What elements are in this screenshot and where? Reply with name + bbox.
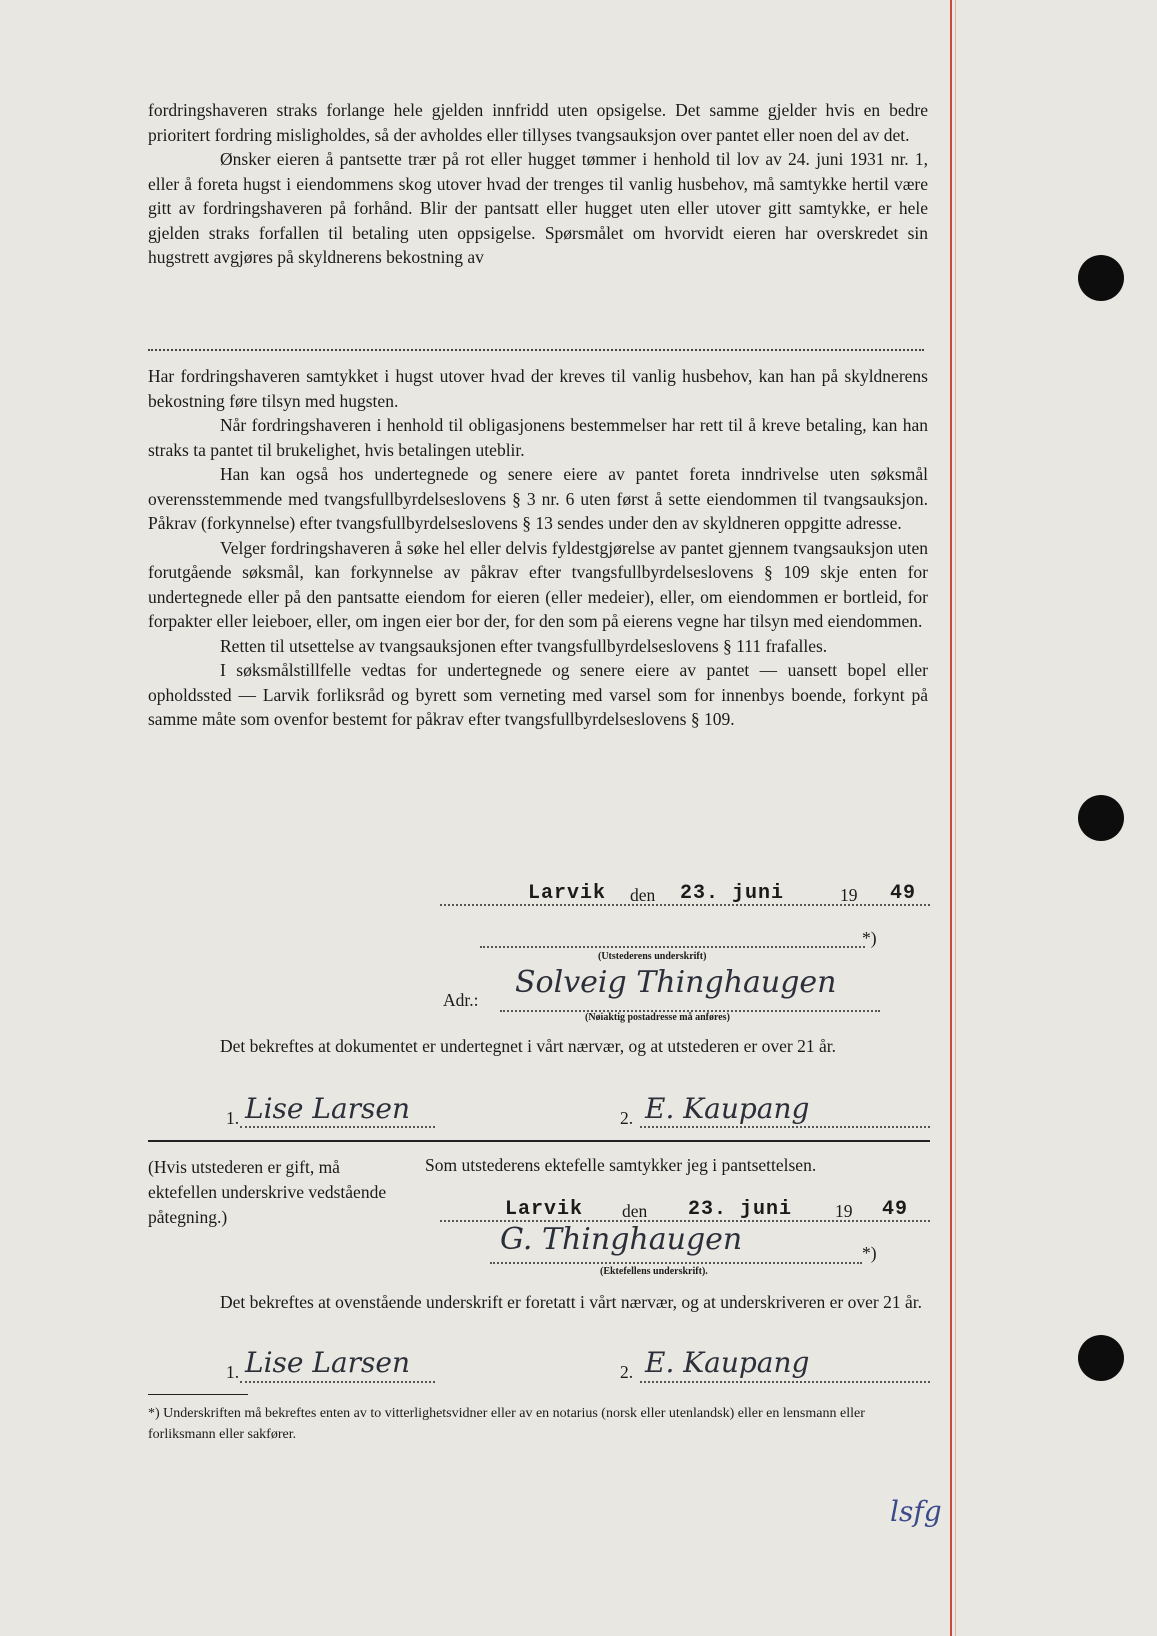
footnote-marker: *) — [862, 1243, 877, 1263]
paragraph: Velger fordringshaveren å søke hel eller delvis fyldestgjørelse av pantet gjennem tvangsauksjon uten forutgående søksmål, kan forkynnelse av påkrav efter tvangsfullbyrdelseslovens § 109 skje enten for undertegnede eller på den pantsatte eiendom for eieren (eller medeier), eller, om eiendommen er bortleid, for forpakter eller leieboer, eller, om ingen eier bor der, for den som på eierens vegne har tilsyn med eiendommen. — [148, 537, 928, 631]
paragraph: fordringshaveren straks forlange hele gjelden innfridd uten opsigelse. Det samme gjelder hvis en bedre prioritert fordring misligholdes, så der avholdes eller tillyses tvangsauksjon over pantet eller noen del av det. — [148, 100, 928, 145]
address-handwritten: Solveig Thinghaugen — [515, 965, 837, 1000]
witness-number: 1. — [226, 1362, 240, 1382]
witness-number: 2. — [620, 1108, 634, 1128]
spouse-signature-caption: (Ektefellens underskrift). — [600, 1266, 708, 1277]
paragraph: Det bekreftes at ovenstående underskrift er foretatt i vårt nærvær, og at underskriveren er over 21 år. — [220, 1292, 922, 1312]
date-den-label: den — [630, 885, 656, 905]
red-margin-line-faint — [955, 0, 956, 1636]
date-century: 19 — [840, 885, 858, 905]
punch-hole — [1078, 795, 1124, 841]
issuer-signature-caption: (Utstederens underskrift) — [598, 951, 707, 962]
witness-number: 2. — [620, 1362, 634, 1382]
spouse-signature-fill-line — [490, 1262, 862, 1264]
signature-fill-line — [480, 946, 865, 948]
spouse-signature: G. Thinghaugen — [500, 1222, 743, 1257]
paragraph: Han kan også hos undertegnede og senere eiere av pantet foreta inndrivelse uten søksmål overensstemmende med tvangsfullbyrdelseslovens § 3 nr. 6 uten først å sette eiendommen til tvangsauksjon. Påkrav (forkynnelse) efter tvangsfullbyrdelseslovens § 13 sendes under den av skyldneren oppgitte adresse. — [148, 464, 928, 533]
date-day: 23. juni — [680, 882, 785, 905]
paragraph: I søksmålstillfelle vedtas for undertegnede og senere eiere av pantet — uansett bopel eller opholdssted — Larvik forliksråd og byrett som verneting med varsel som for innenbys boende, forkynt på samme måte som ovenfor bestemt for påkrav efter tvangsfullbyrdelseslovens § 109. — [148, 660, 928, 729]
date-place: Larvik — [505, 1198, 584, 1221]
fill-in-line — [148, 349, 924, 351]
address-label: Adr.: — [443, 990, 479, 1010]
witness-fill-line — [240, 1381, 435, 1383]
witness-fill-line — [240, 1126, 435, 1128]
witness-statement — [148, 1034, 928, 1059]
paragraph: Det bekreftes at dokumentet er undertegnet i vårt nærvær, og at utstederen er over 21 år. — [220, 1036, 836, 1056]
footnote-marker: *) — [862, 928, 877, 948]
witness-signature: Lise Larsen — [245, 1092, 411, 1125]
paragraph: Har fordringshaveren samtykket i hugst utover hvad der kreves til vanlig husbehov, kan han på skyldnerens bekostning føre tilsyn med hugsten. — [148, 366, 928, 411]
punch-hole — [1078, 1335, 1124, 1381]
date-day: 23. juni — [688, 1198, 793, 1221]
spouse-note: (Hvis utstederen er gift, må ektefellen underskrive vedstående påtegning.) — [148, 1157, 387, 1227]
section-divider — [148, 1140, 930, 1142]
punch-hole — [1078, 255, 1124, 301]
witness-signature: E. Kaupang — [645, 1092, 810, 1125]
date-century: 19 — [835, 1201, 853, 1221]
date-year: 49 — [890, 882, 917, 905]
corner-initials: lsfg — [890, 1495, 942, 1528]
witness-number: 1. — [226, 1108, 240, 1128]
red-margin-line — [950, 0, 952, 1636]
date-year: 49 — [882, 1198, 909, 1221]
witness-signature: Lise Larsen — [245, 1346, 411, 1379]
terms-text-main — [148, 364, 928, 732]
spouse-consent: Som utstederens ektefelle samtykker jeg i pantsettelsen. — [425, 1155, 817, 1175]
date-place: Larvik — [528, 882, 607, 905]
witness-fill-line — [640, 1126, 930, 1128]
witness-fill-line — [640, 1381, 930, 1383]
address-caption: (Nøiaktig postadresse må anføres) — [585, 1012, 730, 1023]
date-den-label: den — [622, 1201, 648, 1221]
paragraph: Ønsker eieren å pantsette trær på rot eller hugget tømmer i henhold til lov av 24. juni 1931 nr. 1, eller å foreta hugst i eiendommens skog utover hvad der trenges til vanlig husbehov, må samtykke hertil være gitt av fordringshaveren på forhånd. Blir der pantsatt eller hugget uten eller utover gitt samtykke, er hele gjelden straks forfallen til betaling uten oppsigelse. Spørsmålet om hvorvidt eieren har overskredet sin hugstrett avgjøres på skyldnerens bekostning av — [148, 149, 928, 267]
spouse-witness-statement — [148, 1290, 928, 1315]
witness-signature: E. Kaupang — [645, 1346, 810, 1379]
terms-text-top — [148, 98, 928, 270]
paragraph: Når fordringshaveren i henhold til obligasjonens bestemmelser har rett til å kreve betaling, kan han straks ta pantet til brukelighet, hvis betalingen uteblir. — [148, 415, 928, 460]
footnote: *) Underskriften må bekreftes enten av to vitterlighetsvidner eller av en notarius (norsk eller utenlandsk) eller en lensmann eller forliksmann eller sakfører. — [148, 1406, 865, 1442]
footnote-rule — [148, 1394, 248, 1395]
paragraph: Retten til utsettelse av tvangsauksjonen efter tvangsfullbyrdelseslovens § 111 frafalles. — [220, 635, 828, 656]
